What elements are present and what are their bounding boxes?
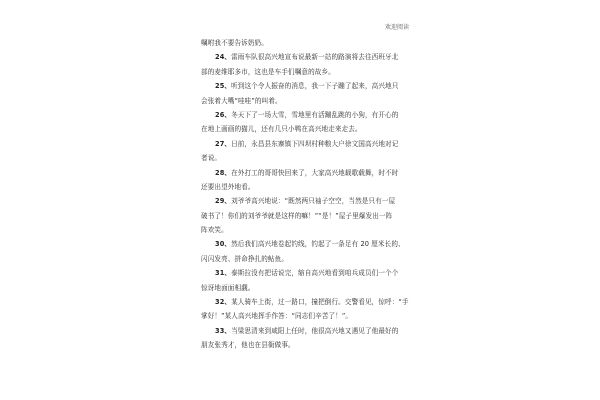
- line-text: 嘱咐我不要告诉奶奶。: [201, 39, 268, 47]
- item-number: 25、: [215, 82, 232, 91]
- item-number: 29、: [215, 197, 232, 206]
- text-line: [201, 338, 399, 352]
- text-line: [201, 65, 399, 79]
- text-line: [201, 295, 409, 309]
- item-number: 26、: [215, 110, 232, 119]
- line-text: 某人骑车上街，过一路口，撞把倒行。交警看见，惊呼：“手: [231, 298, 409, 307]
- item-number: 30、: [215, 240, 232, 249]
- line-text: 当梁思清来到咸阳上任时，他很高兴地又遇见了他最好的: [231, 326, 399, 335]
- text-line: [201, 94, 399, 108]
- item-number: 28、: [215, 168, 232, 177]
- line-text: 阵欢笑。: [201, 226, 228, 235]
- text-line: [201, 252, 399, 266]
- text-line: [201, 281, 399, 295]
- line-text: 还要出望外地看。: [201, 182, 255, 191]
- text-line: [201, 309, 399, 323]
- line-text: 然后我们高兴地卷起钓线，钓起了一条足有 20 厘米长的、: [231, 240, 405, 249]
- line-text: 雷雨车队很高兴地宣布说最新一站的路演将去往西班牙北: [231, 53, 399, 62]
- text-line: [201, 108, 399, 122]
- item-number: 27、: [215, 139, 232, 148]
- text-line: [201, 50, 399, 64]
- text-line: [201, 166, 399, 180]
- line-text: 朋友张秀才，他也在县衙做事。: [201, 341, 295, 350]
- text-line: [201, 151, 399, 165]
- page-header-label: 欢迎阅读: [384, 24, 409, 31]
- document-body: [201, 36, 409, 353]
- line-text: 在外打工的哥哥快回来了，大家高兴地载歌载舞，时不时: [231, 168, 399, 177]
- line-text: 部的麦维耶多市，这也是车手们嘱意的故乡。: [201, 67, 335, 76]
- line-text: 破书了！你们的刘爷爷就是这样的嘛！”“是！”屋子里爆发出一阵: [201, 211, 393, 220]
- line-text: 掌好！”某人高兴地挥手作答：“同志们辛苦了！”。: [201, 312, 353, 321]
- line-text: 泰斯拉没有把话说完，缩自高兴地看到咱兵成员们一个个: [231, 269, 399, 278]
- text-line: [201, 324, 399, 338]
- line-text: 闪闪发亮、拼命挣扎的鲇鱼。: [201, 254, 289, 263]
- line-text: 在地上画画的猫儿，还有几只小鸭在高兴地走来走去。: [201, 125, 362, 134]
- item-number: 32、: [215, 298, 232, 307]
- text-line: [201, 209, 399, 223]
- line-text: 刘爷爷高兴地说：“既然两只袖子空空，当然是只有一屋: [231, 197, 396, 206]
- text-line: [201, 237, 405, 251]
- item-number: 31、: [215, 269, 232, 278]
- line-text: 会张着大嘴“哇哇”的叫着。: [201, 96, 282, 105]
- line-text: 日前，永昌县东寨镇下四坝村种粮大户徐文国高兴地对记: [231, 139, 399, 148]
- item-number: 24、: [215, 53, 232, 62]
- text-line: [201, 137, 399, 151]
- text-line: [201, 266, 399, 280]
- item-number: 33、: [215, 326, 232, 335]
- text-line: [201, 223, 399, 237]
- text-line: [201, 180, 399, 194]
- line-text: 冬天下了一场大雪，雪地里有活蹦乱跳的小狗，有开心的: [231, 110, 399, 119]
- line-text: 听到这个令人振奋的消息，我一下子蹦了起来，高兴地只: [231, 82, 399, 91]
- text-line: [201, 122, 399, 136]
- text-line: [201, 36, 399, 50]
- text-line: [201, 194, 399, 208]
- text-line: [201, 79, 399, 93]
- line-text: 惊讶地面面相觑。: [201, 283, 255, 292]
- line-text: 者说。: [201, 154, 222, 163]
